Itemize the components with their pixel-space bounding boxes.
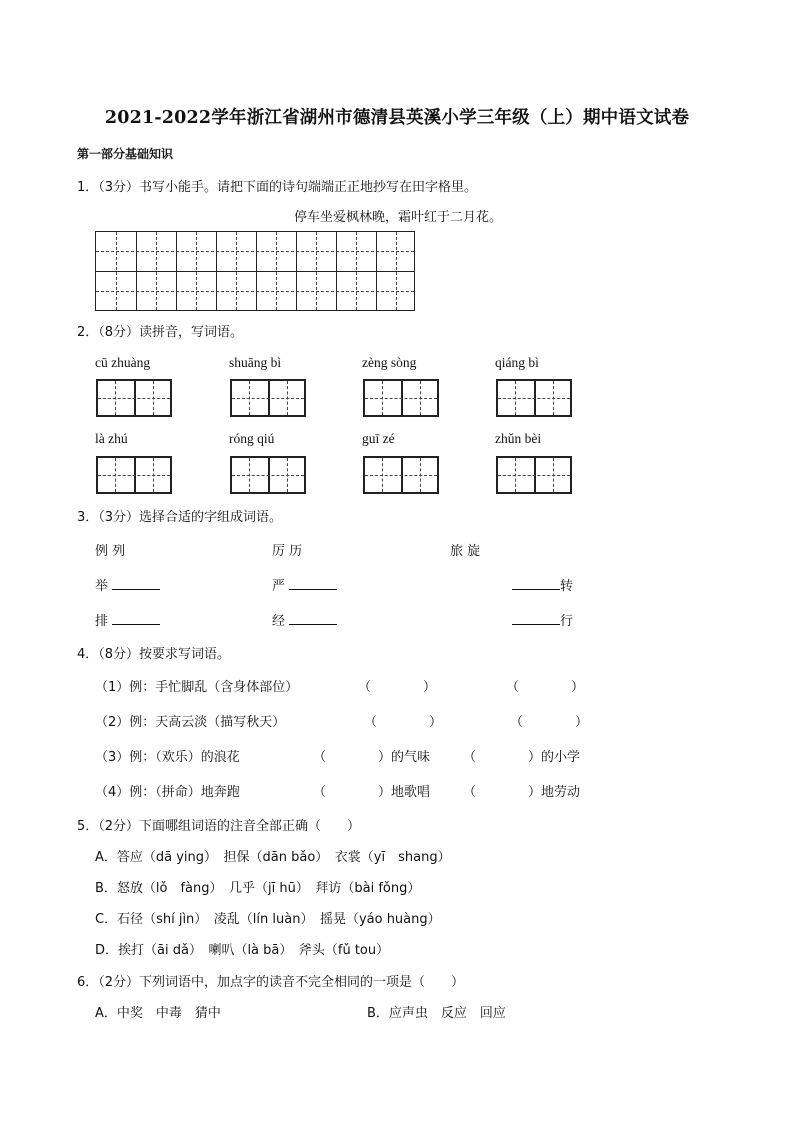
blank[interactable] [289, 612, 337, 625]
word-box[interactable] [230, 379, 306, 417]
suffix-char: 转 [560, 579, 574, 594]
fill-row [272, 610, 337, 629]
answer-parens[interactable]: （ ） [358, 680, 437, 695]
prefix-char: 排 [95, 614, 109, 629]
fill-row [272, 575, 337, 594]
answer-suffix: ）的小学 [528, 750, 581, 765]
word-box[interactable] [96, 456, 172, 494]
answer-suffix: ）地歌唱 [378, 785, 431, 800]
choice-option-d[interactable]: D．挨打（āi dǎ） 喇叭（là bā） 斧头（fǔ tou） [95, 943, 390, 958]
pinyin-label: guī zé [362, 431, 395, 446]
question-5-stem: 5．（2分）下面哪组词语的注音全部正确（ ） [77, 819, 361, 834]
answer-fill[interactable]: （ ）地歌唱 [313, 785, 431, 800]
prefix-char: 举 [95, 579, 109, 594]
blank[interactable] [112, 577, 160, 590]
pinyin-label: zhǔn bèi [495, 431, 542, 446]
choice-option-c[interactable]: C．石径（shí jìn） 凌乱（lín luàn） 摇晃（yáo huàng） [95, 912, 441, 927]
pinyin-label: zèng sòng [362, 355, 417, 370]
blank[interactable] [512, 612, 560, 625]
blank[interactable] [289, 577, 337, 590]
section-heading: 第一部分基础知识 [77, 147, 174, 161]
suffix-char: 行 [560, 614, 574, 629]
char-option: 例 列 [95, 544, 126, 559]
answer-parens[interactable]: （ ） [364, 715, 443, 730]
word-box[interactable] [496, 379, 572, 417]
choice-option-b[interactable]: B．应声虫 反应 回应 [367, 1006, 506, 1021]
char-option: 旅 旋 [450, 544, 481, 559]
choice-option-a[interactable]: A．中奖 中毒 猜中 [95, 1006, 221, 1021]
char-option: 厉 历 [272, 544, 303, 559]
poem-line: 停车坐爱枫林晚，霜叶红于二月花。 [294, 210, 503, 225]
answer-parens[interactable]: （ ） [510, 715, 589, 730]
prefix-char: 经 [272, 614, 286, 629]
pinyin-label: shuāng bì [229, 355, 282, 370]
fill-row [95, 575, 160, 594]
fill-row [512, 610, 573, 629]
page-title: 2021-2022学年浙江省湖州市德清县英溪小学三年级（上）期中语文试卷 [104, 108, 690, 128]
word-box[interactable] [230, 456, 306, 494]
choice-option-a[interactable]: A．答应（dā ying） 担保（dān bǎo） 衣裳（yī shang） [95, 850, 451, 865]
word-box[interactable] [363, 456, 439, 494]
question-3-stem: 3．（3分）选择合适的字组成词语。 [77, 510, 283, 525]
answer-suffix: ）的气味 [378, 750, 431, 765]
word-box[interactable] [96, 379, 172, 417]
q4-example-4: （4）例：（拼命）地奔跑 [95, 785, 240, 800]
word-box[interactable] [496, 456, 572, 494]
pinyin-label: là zhú [95, 431, 128, 446]
choice-option-b[interactable]: B．怒放（lǒ fàng） 几乎（jī hū） 拜访（bài fǒng） [95, 881, 421, 896]
answer-fill[interactable]: （ ）地劳动 [463, 785, 581, 800]
answer-fill[interactable]: （ ）的气味 [313, 750, 431, 765]
word-box[interactable] [363, 379, 439, 417]
answer-parens[interactable]: （ ） [506, 680, 585, 695]
question-1-stem: 1．（3分）书写小能手。请把下面的诗句端端正正地抄写在田字格里。 [77, 180, 478, 195]
answer-suffix: ）地劳动 [528, 785, 581, 800]
blank[interactable] [512, 577, 560, 590]
q4-example-1: （1）例：手忙脚乱（含身体部位） [95, 680, 299, 695]
q4-example-2: （2）例：天高云淡（描写秋天） [95, 715, 286, 730]
fill-row [512, 575, 573, 594]
pinyin-label: róng qiú [229, 431, 275, 446]
pinyin-label: qiáng bì [495, 355, 539, 370]
answer-fill[interactable]: （ ）的小学 [463, 750, 581, 765]
question-4-stem: 4．（8分）按要求写词语。 [77, 647, 231, 662]
fill-row [95, 610, 160, 629]
question-2-stem: 2．（8分）读拼音，写词语。 [77, 325, 244, 340]
blank[interactable] [112, 612, 160, 625]
question-6-stem: 6．（2分）下列词语中，加点字的读音不完全相同的一项是（ ） [77, 975, 465, 990]
tianzige-grid [95, 231, 415, 311]
q4-example-3: （3）例：（欢乐）的浪花 [95, 750, 240, 765]
pinyin-label: cū zhuàng [95, 355, 151, 370]
prefix-char: 严 [272, 579, 286, 594]
